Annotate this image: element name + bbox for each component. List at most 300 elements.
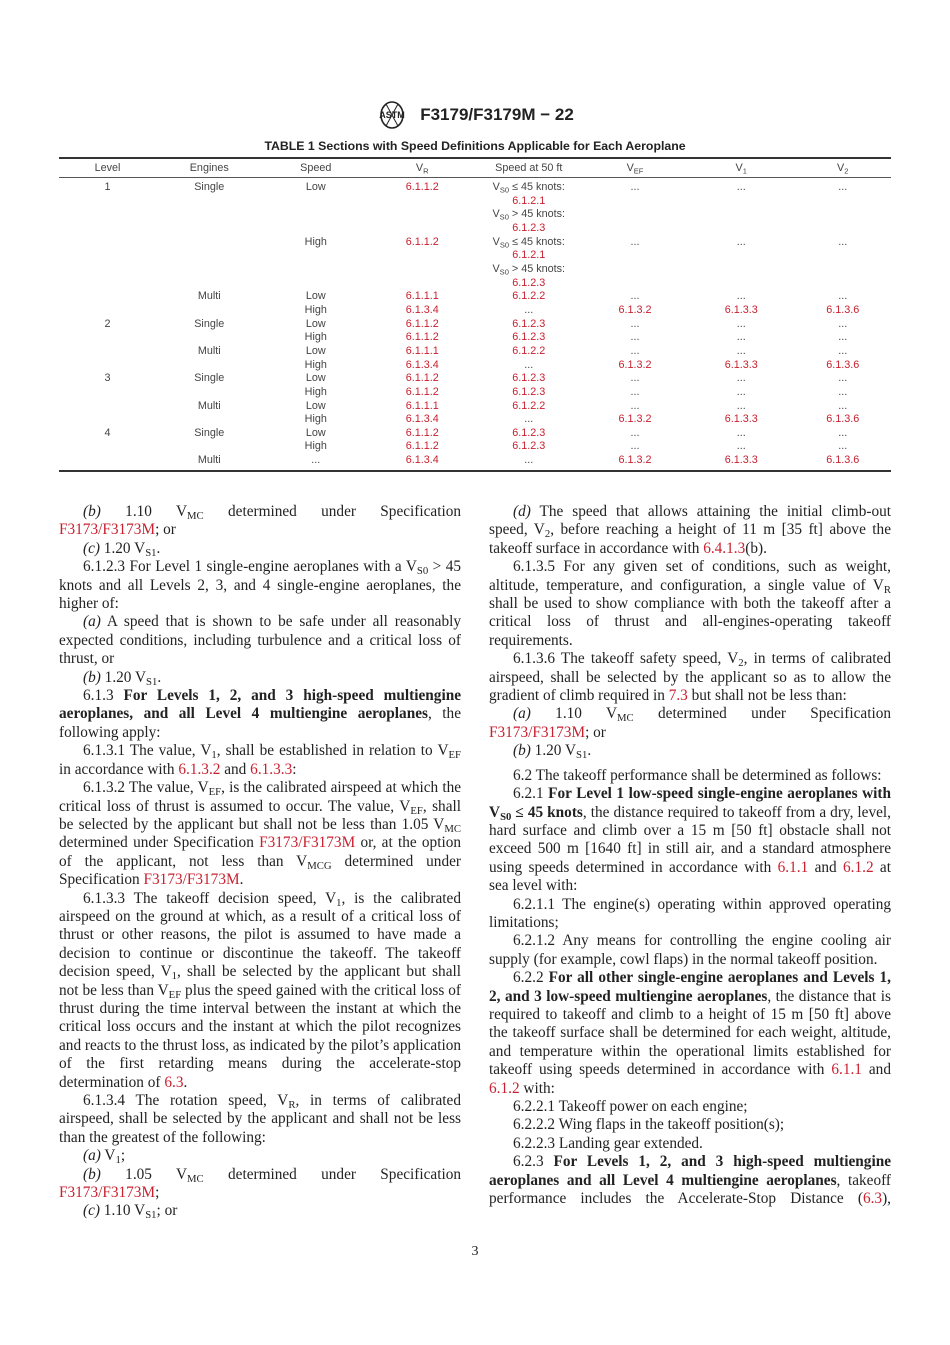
text-run: . — [183, 1073, 188, 1091]
subscript: 2 — [544, 528, 551, 541]
text-run: , takeoff performance includes the Accelerate-Stop Distance ( — [489, 1171, 892, 1208]
text-run: determined under Specification — [633, 705, 891, 723]
subscript: MC — [444, 823, 461, 836]
subscript: 1 — [115, 1154, 121, 1167]
text-run: Speed at 50 ft — [495, 162, 563, 174]
cell-vr[interactable]: 6.1.1.1 — [405, 399, 439, 412]
cell-line — [476, 222, 583, 236]
italic-label: (a) — [513, 705, 531, 723]
cell-line — [476, 195, 583, 209]
cell-vef[interactable]: 6.1.3.2 — [618, 303, 652, 316]
text-run: > 45 knots and all Levels 2, 3, and 4 single-engine aeroplanes, the higher of: — [59, 558, 461, 613]
text-run: 6.1.2.3 For Level 1 single-engine aeroplanes with a V — [83, 558, 417, 576]
subscript: EF — [448, 749, 461, 762]
cell-speed-at-50ft — [476, 178, 583, 236]
paragraph — [59, 540, 461, 558]
text-run: , in terms of calibrated airspeed, shall be selected by the applicant and shall not be less than the greatest of the following: — [59, 1092, 461, 1146]
column-header — [156, 158, 263, 178]
cell-vr[interactable]: 6.1.3.4 — [405, 358, 439, 371]
cell-engines: Single — [194, 372, 225, 385]
cross-reference-link[interactable]: 6.1.3.3 — [250, 760, 293, 778]
subscript: MC — [187, 1172, 204, 1185]
cross-reference-link[interactable]: 6.1.2.3 — [512, 426, 546, 439]
cell-engines — [156, 359, 263, 373]
text-run: 6.1.3.6 The takeoff safety speed, V — [513, 650, 739, 668]
table-row — [59, 331, 891, 345]
cell-line — [476, 427, 583, 441]
cell-speed: Low — [305, 290, 326, 303]
column-header — [476, 158, 583, 178]
cell-vr[interactable]: 6.1.1.2 — [405, 331, 439, 344]
cell-v2: ... — [838, 440, 848, 453]
cell-speed-at-50ft — [476, 372, 583, 386]
text-run: A speed that is shown to be safe under all reasonably expected conditions, including turbulence and a critical loss of thrust, or — [59, 613, 461, 668]
paragraph — [59, 742, 461, 779]
column-header — [59, 158, 156, 178]
paragraph — [489, 1098, 891, 1116]
cell-speed: ... — [311, 454, 321, 467]
cell-vef[interactable]: 6.1.3.2 — [618, 358, 652, 371]
cell-vef[interactable]: 6.1.3.2 — [618, 454, 652, 467]
paragraph — [489, 785, 891, 895]
subscript: 1 — [336, 896, 342, 909]
paragraph — [489, 896, 891, 933]
cell-vef: ... — [630, 181, 640, 193]
table-row — [59, 318, 891, 332]
italic-label: (b) — [83, 503, 101, 520]
cross-reference-link[interactable]: 6.1.2.3 — [512, 221, 546, 234]
cross-reference-link[interactable]: 6.4.1.3 — [703, 539, 746, 557]
paragraph — [59, 1166, 461, 1203]
italic-label: (b) — [83, 1165, 101, 1183]
text-run: 6.1.3.3 The takeoff decision speed, V — [83, 889, 337, 907]
cell-v1: ... — [736, 385, 746, 398]
cell-speed: Low — [305, 344, 326, 357]
text-run: Level — [94, 162, 121, 174]
cell-line — [476, 331, 583, 345]
subscript: EF — [168, 988, 182, 1001]
cross-reference-link[interactable]: 6.3 — [164, 1073, 184, 1091]
cell-engines: Multi — [197, 290, 221, 303]
cell-vef: ... — [630, 385, 640, 398]
cell-v1: ... — [736, 372, 746, 385]
cell-speed-at-50ft — [476, 386, 583, 400]
paragraph — [59, 1202, 461, 1220]
cell-vef: ... — [630, 440, 640, 453]
paragraph — [489, 1116, 891, 1134]
text-run: 6.1.3.4 The rotation speed, V — [83, 1092, 289, 1109]
text-run: ; or — [585, 723, 606, 741]
cross-reference-link[interactable]: 7.3 — [668, 687, 688, 705]
italic-label: (c) — [83, 539, 100, 557]
cross-reference-link[interactable]: F3173/F3173M — [59, 1184, 156, 1202]
cell-v1: ... — [736, 181, 746, 193]
astm-logo-icon — [376, 100, 412, 130]
cell-speed: High — [304, 440, 327, 453]
cell-v1[interactable]: 6.1.3.3 — [724, 303, 758, 316]
left-text-column — [59, 503, 461, 1221]
cell-speed: High — [304, 235, 327, 248]
text-run: 6.2.2.1 Takeoff power on each engine; — [513, 1098, 748, 1115]
text-run: . — [239, 871, 244, 889]
text-run: ), — [882, 1190, 891, 1208]
text-run: V — [492, 208, 500, 221]
text-run: 6.2.2 — [513, 969, 549, 987]
cell-v2: ... — [838, 181, 848, 193]
text-run: 1.10 V — [100, 503, 188, 520]
text-run: determined under Specification — [203, 503, 461, 520]
cell-speed: High — [304, 385, 327, 398]
cell-engines — [156, 236, 263, 291]
text-run: with: — [519, 1079, 555, 1097]
text-run: V — [492, 262, 500, 275]
paragraph — [59, 687, 461, 742]
cell-engines: Single — [194, 426, 225, 439]
table-row — [59, 178, 891, 236]
text-run: V — [492, 235, 500, 248]
cell-vef: ... — [630, 372, 640, 385]
column-header — [688, 158, 795, 178]
text-run: V — [415, 162, 424, 174]
cell-v2: ... — [838, 235, 848, 248]
cell-speed: Low — [305, 181, 326, 193]
text-run: > 45 knots: — [508, 262, 566, 275]
table-row — [59, 236, 891, 291]
paragraph — [59, 669, 461, 687]
cross-reference-link[interactable]: 6.1.2 — [843, 858, 874, 876]
text-run: ≤ 45 knots: — [509, 235, 565, 248]
cell-v1: ... — [736, 440, 746, 453]
text-run: . — [587, 742, 592, 760]
text-run: in accordance with — [59, 760, 179, 778]
cell-line — [476, 249, 583, 263]
text-run: ... — [524, 454, 534, 467]
cell-v2[interactable]: 6.1.3.6 — [826, 454, 860, 467]
paragraph — [59, 558, 461, 613]
text-run: V — [735, 162, 743, 174]
table-row — [59, 454, 891, 471]
text-run: at sea level with: — [489, 858, 891, 895]
cell-line — [476, 359, 583, 373]
text-run: ≤ 45 knots: — [509, 181, 565, 193]
text-run: and — [220, 760, 251, 778]
text-run: ... — [524, 413, 534, 426]
right-text-column — [489, 503, 891, 1208]
table-row — [59, 304, 891, 318]
subscript: S0 — [499, 185, 510, 195]
paragraph — [489, 705, 891, 742]
table-row — [59, 400, 891, 414]
text-run: , before reaching a height of 11 m [35 ft] above the takeoff surface in accordance with — [489, 521, 891, 557]
subscript: S0 — [499, 239, 510, 249]
subscript: S0 — [500, 810, 512, 823]
cell-v2: ... — [838, 372, 848, 385]
text-run: ; or — [156, 1202, 178, 1220]
table-row — [59, 386, 891, 400]
cell-line — [476, 318, 583, 332]
table-title: TABLE 1 Sections with Speed Definitions Applicable for Each Aeroplane — [264, 139, 686, 153]
cell-level — [59, 440, 156, 454]
subscript: S0 — [499, 212, 509, 222]
cell-line — [476, 400, 583, 414]
text-run: (b). — [745, 539, 767, 557]
cell-engines: Multi — [197, 399, 221, 412]
paragraph — [59, 1092, 461, 1147]
cross-reference-link[interactable]: 6.1.2.1 — [512, 249, 546, 262]
cell-vr[interactable]: 6.1.1.2 — [405, 372, 439, 385]
cross-reference-link[interactable]: 6.1.2.2 — [512, 399, 546, 412]
text-run: > 45 knots: — [508, 208, 566, 221]
cell-speed-at-50ft — [476, 400, 583, 414]
cross-reference-link[interactable]: 6.1.1 — [777, 858, 809, 876]
text-run: 6.1.3.1 The value, V — [83, 742, 212, 760]
subscript: 2 — [844, 166, 849, 176]
subscript: MCG — [307, 859, 332, 872]
cross-reference-link[interactable]: 6.1.2.1 — [512, 194, 546, 207]
subscript: S0 — [416, 565, 429, 578]
cell-line — [476, 372, 583, 386]
text-run: . — [157, 668, 162, 686]
cell-v1: ... — [736, 399, 746, 412]
cell-vr[interactable]: 6.1.1.2 — [405, 317, 439, 330]
cross-reference-link[interactable]: 6.1.2.3 — [512, 317, 546, 330]
cell-engines — [156, 386, 263, 400]
text-run: 6.2.2.3 Landing gear extended. — [513, 1134, 703, 1152]
table-row — [59, 290, 891, 304]
subscript: 1 — [742, 166, 747, 176]
cell-vr[interactable]: 6.1.1.1 — [405, 344, 439, 357]
text-run: 6.2.1 — [513, 785, 549, 803]
cell-level: 4 — [104, 426, 111, 439]
text-run: 1.20 V — [99, 539, 146, 557]
text-run: determined under Specification — [203, 1165, 461, 1183]
cell-line — [476, 263, 583, 277]
table-row — [59, 372, 891, 386]
column-header — [795, 158, 892, 178]
text-run: , the distance that is required to takeoff and climb to a height of 15 m [50 ft] above the takeoff surface shall be determined for each weight, altitude, and temperature within the operational limits established for takeoff using speeds determined in accordance with — [489, 987, 891, 1079]
subscript: 2 — [738, 657, 744, 670]
text-run: but shall not be less than: — [687, 687, 847, 705]
cell-vef: ... — [630, 399, 640, 412]
subscript: MC — [617, 712, 634, 725]
text-run: 6.2 The takeoff performance shall be determined as follows: — [513, 766, 882, 784]
cell-level — [59, 400, 156, 414]
text-run: 6.2.3 — [513, 1153, 554, 1171]
column-header — [582, 158, 688, 178]
cell-line — [476, 181, 583, 195]
cross-reference-link[interactable]: F3173/F3173M — [143, 871, 240, 889]
cross-reference-link[interactable]: F3173/F3173M — [59, 521, 156, 539]
paragraph — [59, 890, 461, 1092]
cross-reference-link[interactable]: 6.1.2.3 — [512, 276, 546, 289]
cell-line — [476, 413, 583, 427]
text-run: V — [837, 162, 845, 174]
cross-reference-link[interactable]: 6.1.2.2 — [512, 290, 546, 303]
cell-vr[interactable]: 6.1.1.1 — [405, 290, 439, 303]
text-run: , the distance required to takeoff from a dry, level, hard surface and climb over a 15 m [50 ft] obstacle shall not exceed 500 m [1640 ft] in still air, and a standard atmosphere using speeds determined in accordance with — [489, 803, 891, 876]
text-run: 1.05 V — [100, 1165, 188, 1183]
cross-reference-link[interactable]: 6.1.2.3 — [512, 372, 546, 385]
text-run: V — [492, 181, 500, 193]
table-row — [59, 427, 891, 441]
table-row — [59, 413, 891, 427]
text-run: and — [861, 1061, 891, 1079]
cell-v1: ... — [736, 317, 746, 330]
cell-level: 3 — [104, 372, 111, 385]
cell-v2: ... — [838, 399, 848, 412]
cell-line — [476, 386, 583, 400]
cross-reference-link[interactable]: 6.1.3.2 — [178, 760, 221, 778]
cell-speed-at-50ft — [476, 331, 583, 345]
cell-v1: ... — [736, 426, 746, 439]
cell-vr[interactable]: 6.1.1.2 — [405, 385, 439, 398]
subscript: S0 — [499, 267, 509, 277]
cell-vr[interactable]: 6.1.1.2 — [405, 181, 439, 193]
cell-v1[interactable]: 6.1.3.3 — [724, 413, 758, 426]
cross-reference-link[interactable]: 6.1.2.2 — [512, 344, 546, 357]
text-run: determined under Specification — [59, 852, 461, 889]
subscript: S1 — [146, 675, 158, 688]
subscript: EF — [633, 166, 644, 176]
cross-reference-link[interactable]: F3173/F3173M — [259, 834, 356, 852]
cell-v2: ... — [838, 385, 848, 398]
cross-reference-link[interactable]: 6.1.2 — [489, 1079, 520, 1097]
italic-label: (c) — [83, 1202, 100, 1220]
cell-speed: Low — [305, 426, 326, 439]
text-run: 6.2.2.2 Wing flaps in the takeoff position(s); — [513, 1116, 785, 1134]
column-header — [369, 158, 476, 178]
subscript: R — [883, 583, 891, 596]
cell-vr[interactable]: 6.1.1.2 — [405, 440, 439, 453]
text-run: , shall be selected by the applicant but shall not be less than V — [59, 963, 461, 999]
cell-vr[interactable]: 6.1.3.4 — [405, 454, 439, 467]
cell-v2: ... — [838, 426, 848, 439]
cell-vef[interactable]: 6.1.3.2 — [618, 413, 652, 426]
cell-v2[interactable]: 6.1.3.6 — [826, 358, 860, 371]
cross-reference-link[interactable]: 6.1.1 — [831, 1061, 862, 1079]
bold-text: For all other single-engine aeroplanes and Levels 1, 2, and 3 low-speed multiengine aeroplanes — [489, 969, 892, 1005]
text-run: , is the calibrated airspeed at which the critical loss of thrust is assumed to occur. The value, V — [59, 779, 462, 815]
cell-v2[interactable]: 6.1.3.6 — [826, 303, 860, 316]
cell-level — [59, 345, 156, 359]
page-header — [0, 100, 950, 130]
paragraph — [489, 742, 891, 760]
subscript: 1 — [211, 749, 217, 762]
text-run: 1.20 V — [530, 742, 577, 760]
text-run: and — [808, 858, 843, 876]
speed-definitions-table — [59, 157, 891, 472]
text-run: 1.10 V — [99, 1202, 146, 1220]
text-run: ; — [155, 1184, 160, 1202]
cell-level: 1 — [104, 181, 111, 193]
cross-reference-link[interactable]: 6.1.2.3 — [512, 385, 546, 398]
paragraph — [59, 779, 461, 889]
cell-vr[interactable]: 6.1.3.4 — [405, 413, 439, 426]
text-run: determined under Specification — [59, 834, 260, 852]
cell-vef: ... — [630, 290, 640, 303]
paragraph — [489, 1135, 891, 1153]
italic-label: (b) — [513, 742, 531, 760]
bold-text: ≤ 45 knots — [511, 803, 583, 821]
text-run: ... — [524, 303, 534, 316]
cell-vr[interactable]: 6.1.1.2 — [405, 426, 439, 439]
italic-label: (a) — [83, 1147, 101, 1165]
text-run: Engines — [189, 162, 229, 174]
cell-level — [59, 236, 156, 291]
cross-reference-link[interactable]: 6.1.2.3 — [512, 331, 546, 344]
text-run: V — [100, 1147, 116, 1165]
paragraph — [59, 613, 461, 668]
paragraph — [59, 1147, 461, 1165]
subscript: S1 — [145, 1209, 157, 1222]
cell-vef: ... — [630, 317, 640, 330]
table-row — [59, 345, 891, 359]
table-row — [59, 359, 891, 373]
cell-v1[interactable]: 6.1.3.3 — [724, 358, 758, 371]
svg-text:ASTM: ASTM — [379, 110, 405, 120]
cell-line — [476, 304, 583, 318]
text-run: 6.1.3.5 For any given set of conditions, such as weight, altitude, temperature, and configuration, a single value of V — [489, 558, 891, 594]
cell-engines — [156, 331, 263, 345]
cell-level — [59, 413, 156, 427]
text-run: Speed — [300, 162, 332, 174]
text-run: ; — [120, 1147, 126, 1165]
bold-text: For Levels 1, 2, and 3 high-speed multiengine aeroplanes, and all Level 4 multiengine aeroplanes — [59, 687, 461, 723]
cross-reference-link[interactable]: 6.1.2.3 — [512, 440, 546, 453]
cell-speed-at-50ft — [476, 304, 583, 318]
text-run: 6.2.1.2 Any means for controlling the engine cooling air supply (for example, cowl flaps) in the normal takeoff position. — [489, 932, 891, 968]
cell-engines: Single — [194, 317, 225, 330]
subscript: 1 — [171, 970, 178, 983]
subscript: S1 — [145, 547, 157, 560]
cell-vef: ... — [630, 426, 640, 439]
cell-speed-at-50ft — [476, 413, 583, 427]
table-row — [59, 440, 891, 454]
cross-reference-link[interactable]: F3173/F3173M — [489, 723, 586, 741]
cell-engines: Multi — [197, 454, 221, 467]
cell-v1[interactable]: 6.1.3.3 — [724, 454, 758, 467]
text-run: The speed that allows attaining the initial climb-out speed, V — [489, 503, 891, 539]
cell-speed: High — [304, 358, 327, 371]
cell-vr[interactable]: 6.1.3.4 — [405, 303, 439, 316]
subscript: R — [423, 166, 429, 176]
cell-line — [476, 277, 583, 291]
page-number: 3 — [471, 1244, 479, 1259]
paragraph — [59, 503, 461, 540]
subscript: EF — [208, 786, 222, 799]
cell-speed: Low — [305, 372, 326, 385]
text-run: : — [292, 760, 297, 778]
cell-level — [59, 386, 156, 400]
column-header — [263, 158, 370, 178]
cell-speed: High — [304, 331, 327, 344]
text-run: 1.20 V — [100, 668, 147, 686]
paragraph — [489, 932, 891, 969]
cell-v2: ... — [838, 331, 848, 344]
cell-v2[interactable]: 6.1.3.6 — [826, 413, 860, 426]
text-run: 6.2.1.1 The engine(s) operating within approved operating limitations; — [489, 895, 891, 931]
cell-v1: ... — [736, 331, 746, 344]
subscript: R — [288, 1099, 296, 1112]
cross-reference-link[interactable]: 6.3 — [862, 1190, 883, 1208]
bold-text: For Level 1 low-speed single-engine aeroplanes with V — [489, 785, 891, 821]
table-header-row — [59, 158, 891, 178]
text-run: ... — [524, 358, 534, 371]
paragraph — [489, 767, 891, 785]
italic-label: (b) — [83, 668, 101, 686]
cell-vr[interactable]: 6.1.1.2 — [405, 235, 439, 248]
cell-vef: ... — [630, 235, 640, 248]
